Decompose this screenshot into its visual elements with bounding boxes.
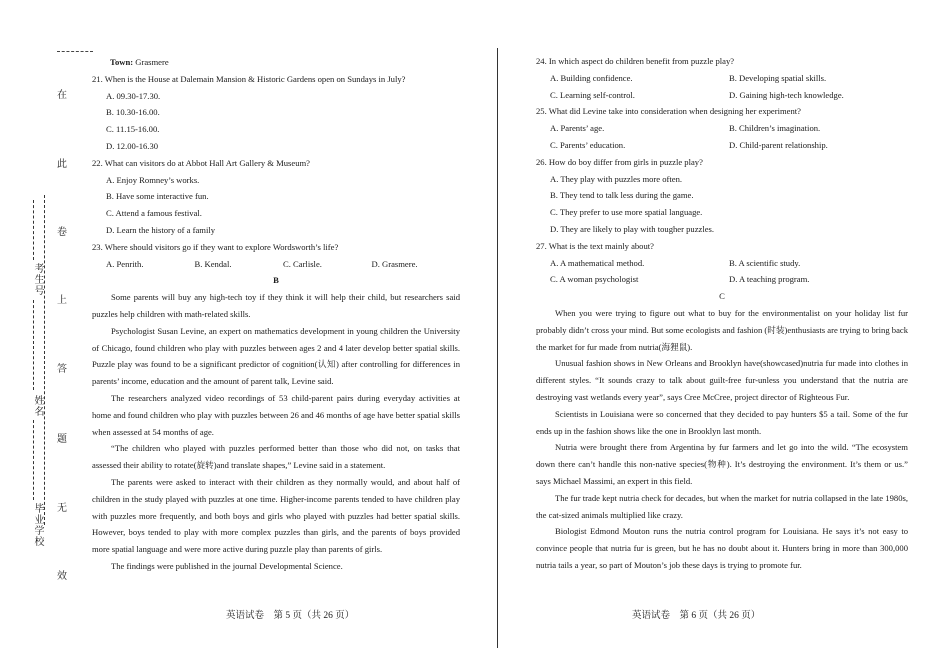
paragraph: The parents were asked to interact with their children as they normally would, and about half of children in the study played with puzzles at one time. Higher-income parents tended to have children play with puzzles more frequently, and both boys and girls who played with puzzles had better spatial skills. However, boys tended to play with more complex puzzles than girls, and the parents of boys provided more spatial language and were more active during puzzle play than parents of girls. bbox=[92, 476, 460, 555]
question-24: 24. In which aspect do children benefit from puzzle play? bbox=[536, 56, 735, 66]
top-dash-line bbox=[57, 51, 93, 52]
town-line bbox=[92, 54, 460, 71]
question-21: 21. When is the House at Dalemain Mansion & Historic Gardens open on Sundays in July? bbox=[92, 73, 406, 84]
option: C. Carlisle. bbox=[283, 258, 322, 269]
paragraph: Biologist Edmond Mouton runs the nutria control program for Louisiana. He says it’s not easy to convince people that nutria fur is green, but he has no doubt about it. Hunters bring in more than 300,000 nutria tails a year, so part of Mouton’s job these days is trying to promote fur. bbox=[536, 526, 908, 570]
option: A. 09.30-17.30. bbox=[106, 90, 161, 101]
margin-char: 无 bbox=[57, 503, 67, 514]
question-23: 23. Where should visitors go if they want to explore Wordsworth’s life? bbox=[92, 241, 339, 252]
option: B. Developing spatial skills. bbox=[729, 72, 827, 83]
field-line bbox=[33, 420, 34, 500]
paragraph: When you were trying to figure out what to buy for the environmentalist on your holiday list fur probably didn’t cross your mind. But some ecologists and fashion (时装)enthusiasts are trying to bring back the market for fur made from nutria(海狸鼠). bbox=[536, 307, 908, 352]
option: B. A scientific study. bbox=[729, 257, 801, 268]
option: C. A woman psychologist bbox=[550, 274, 639, 285]
options-row bbox=[536, 87, 908, 104]
option: B. 10.30-16.00. bbox=[106, 107, 160, 118]
options-row bbox=[536, 120, 908, 137]
field-label-candidate-no: 考生号 bbox=[32, 263, 43, 296]
town-value: Grasmere bbox=[135, 57, 169, 67]
margin-char: 效 bbox=[57, 571, 67, 582]
field-label-school: 毕业学校 bbox=[32, 503, 43, 547]
option: B. Children’s imagination. bbox=[729, 123, 821, 134]
field-line bbox=[33, 200, 34, 260]
option: D. 12.00-16.30 bbox=[106, 140, 159, 151]
paragraph: Scientists in Louisiana were so concerned that they decided to pay hunters $5 a tail. Some of the fur ends up in the fashion shows like the one in Brooklyn last month. bbox=[536, 408, 908, 436]
field-line bbox=[33, 300, 34, 390]
option: B. Kendal. bbox=[194, 258, 232, 269]
paragraph: Psychologist Susan Levine, an expert on mathematics development in young children the University of Chicago, found children who play with puzzles between ages 2 and 4 later develop better spatial skills. Puzzle play was found to be a significant predictor of cognition(认知) after controlling for differences in parents’ income, education and the amount of parent talk, Levine said. bbox=[92, 325, 460, 387]
option: C. They prefer to use more spatial language. bbox=[550, 207, 703, 218]
paragraph: “The children who played with puzzles performed better than those who did not, on tasks that assessed their ability to rotate(旋转)and translate shapes,” Levine said in a statement. bbox=[92, 443, 460, 471]
option: D. Child-parent relationship. bbox=[729, 139, 828, 150]
margin-char: 题 bbox=[57, 434, 67, 445]
option: B. Have some interactive fun. bbox=[106, 191, 209, 202]
options-row bbox=[92, 256, 460, 273]
page-divider bbox=[497, 48, 498, 648]
page-footer-right: 英语试卷 第 6 页（共 26 页） bbox=[632, 611, 761, 621]
option: A. Penrith. bbox=[106, 258, 144, 269]
option: D. Gaining high-tech knowledge. bbox=[729, 89, 844, 100]
page-footer-left: 英语试卷 第 5 页（共 26 页） bbox=[226, 611, 355, 621]
paragraph: The findings were published in the journal Developmental Science. bbox=[111, 560, 343, 571]
margin-char: 上 bbox=[57, 295, 67, 306]
option: C. Parents’ education. bbox=[550, 139, 626, 150]
option: B. They tend to talk less during the game. bbox=[550, 190, 694, 201]
question-25: 25. What did Levine take into consideration when designing her experiment? bbox=[536, 106, 801, 117]
margin-char: 卷 bbox=[57, 227, 67, 238]
options-row bbox=[536, 255, 908, 272]
paragraph: The researchers analyzed video recordings of 53 child-parent pairs during everyday activities at home and found children who play with puzzles between 26 and 46 months of age have better spatial skills when assessed at 54 months of age. bbox=[92, 392, 461, 437]
option: A. Building confidence. bbox=[550, 72, 633, 83]
margin-char: 在 bbox=[57, 90, 67, 101]
section-heading-b: B bbox=[273, 275, 279, 286]
question-22: 22. What can visitors do at Abbot Hall Art Gallery & Museum? bbox=[92, 157, 310, 168]
option: A. They play with puzzles more often. bbox=[550, 173, 683, 184]
option: D. A teaching program. bbox=[729, 274, 810, 285]
paragraph: Some parents will buy any high-tech toy if they think it will help their child, but researchers said puzzles help children with math-related skills. bbox=[92, 292, 460, 319]
question-27: 27. What is the text mainly about? bbox=[536, 240, 654, 251]
option: D. They are likely to play with tougher puzzles. bbox=[550, 223, 715, 234]
field-label-name: 姓名 bbox=[32, 395, 43, 417]
margin-char: 答 bbox=[57, 364, 67, 375]
margin-char: 此 bbox=[57, 159, 67, 170]
option: C. Learning self-control. bbox=[550, 89, 635, 100]
town-label: Town: bbox=[110, 57, 134, 67]
option: C. 11.15-16.00. bbox=[106, 124, 160, 135]
left-page bbox=[92, 54, 460, 575]
option: D. Learn the history of a family bbox=[106, 224, 216, 235]
options-row bbox=[536, 271, 908, 288]
paragraph: Nutria were brought there from Argentina by fur farmers and let go into the wild. “The ecosystem down there can’t handle this non-native species(物种). It’s destroying the environment. It’s them or us.” says Michael Massimi, an expert in this field. bbox=[536, 442, 908, 486]
options-row bbox=[536, 70, 908, 87]
binding-dashed-line bbox=[44, 195, 45, 525]
right-page bbox=[536, 53, 908, 574]
options-row bbox=[536, 137, 908, 154]
section-heading-c: C bbox=[719, 291, 725, 302]
option: A. A mathematical method. bbox=[550, 257, 645, 268]
question-26: 26. How do boy differ from girls in puzzle play? bbox=[536, 156, 703, 167]
paragraph: The fur trade kept nutria check for decades, but when the market for nutria collapsed in the late 1980s, the cat-sized animals multiplied like crazy. bbox=[536, 492, 908, 520]
option: C. Attend a famous festival. bbox=[106, 208, 202, 219]
paragraph: Unusual fashion shows in New Orleans and Brooklyn have(showcased)nutria fur made into clothes in different styles. “It sounds crazy to talk about guilt-free fur-unless you understand that the nutria are destroying vast wetlands every year”, says Cree McCree, project director of Righteous Fur. bbox=[536, 358, 908, 402]
option: A. Enjoy Romney’s works. bbox=[106, 174, 200, 185]
option: D. Grasmere. bbox=[371, 258, 418, 269]
option: A. Parents’ age. bbox=[550, 123, 605, 134]
